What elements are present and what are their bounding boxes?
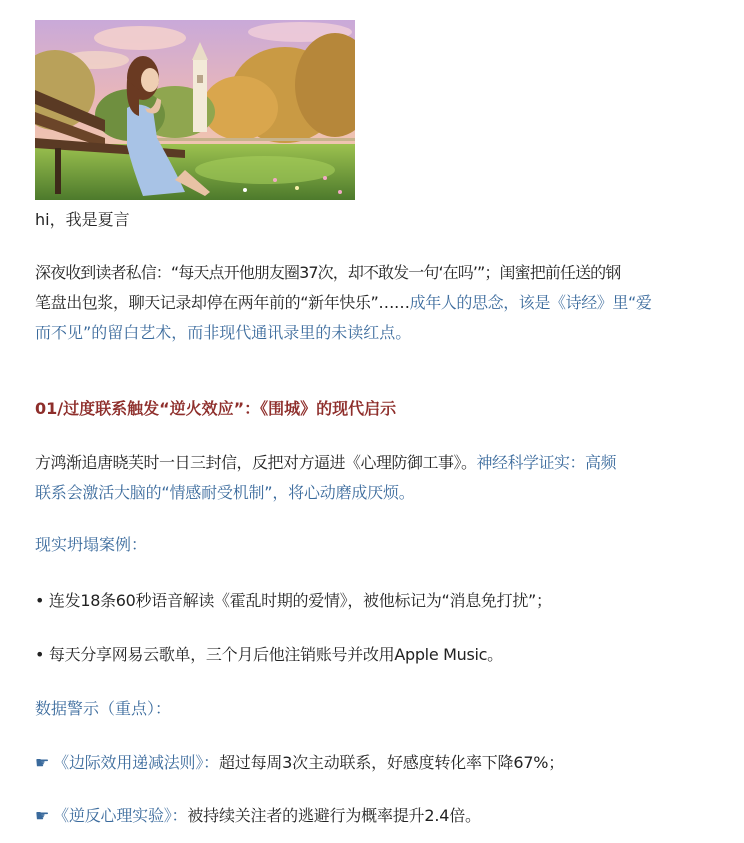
- pointing-hand-icon: ☛: [35, 753, 50, 772]
- data-item-2-law: 《逆反心理实验》：: [53, 806, 188, 825]
- intro-paragraph: [35, 258, 725, 348]
- hero-illustration: [35, 20, 355, 200]
- intro-line-2-text: 笔盘出包浆，聊天记录却停在两年前的“新年快乐”……: [35, 293, 410, 312]
- story-line-2: [35, 478, 725, 508]
- cases-label: 现实坍塌案例：: [35, 535, 148, 554]
- data-item-2: [35, 804, 481, 828]
- intro-line-3-highlight: 而不见”的留白艺术，而非现代通讯录里的未读红点。: [35, 323, 412, 342]
- data-item-1-text: 超过每周3次主动联系，好感度转化率下降67%；: [218, 753, 565, 772]
- intro-line-1: [35, 258, 725, 288]
- greeting-text: hi，我是夏言: [35, 210, 130, 229]
- case-bullet-2: • 每天分享网易云歌单，三个月后他注销账号并改用Apple Music。: [35, 645, 503, 664]
- story-line-1-highlight: 神经科学证实：高频: [476, 453, 617, 472]
- section-heading: 01/过度联系触发“逆火效应”：《围城》的现代启示: [35, 399, 397, 418]
- intro-line-1-text: 深夜收到读者私信：“每天点开他朋友圈37次，却不敢发一句‘在吗’”；闺蜜把前任送的钢: [35, 263, 621, 282]
- story-paragraph: [35, 448, 725, 508]
- intro-line-3: [35, 318, 725, 348]
- intro-line-2: [35, 288, 725, 318]
- data-item-1: [35, 751, 564, 775]
- case-bullet-1: • 连发18条60秒语音解读《霍乱时期的爱情》，被他标记为“消息免打扰”；: [35, 591, 552, 610]
- intro-line-2-highlight: 成年人的思念，该是《诗经》里“爱: [409, 293, 652, 312]
- story-line-1: [35, 448, 725, 478]
- story-line-2-highlight: 联系会激活大脑的“情感耐受机制”，将心动磨成厌烦。: [35, 483, 415, 502]
- data-item-2-text: 被持续关注者的逃避行为概率提升2.4倍。: [187, 806, 481, 825]
- story-line-1-text: 方鸿渐追唐晓芙时一日三封信，反把对方逼进《心理防御工事》。: [35, 453, 477, 472]
- data-item-1-law: 《边际效用递减法则》：: [53, 753, 219, 772]
- data-warning-label: 数据警示（重点）：: [35, 699, 172, 718]
- pointing-hand-icon: ☛: [35, 806, 50, 825]
- woman-on-bench-illustration: [35, 20, 355, 200]
